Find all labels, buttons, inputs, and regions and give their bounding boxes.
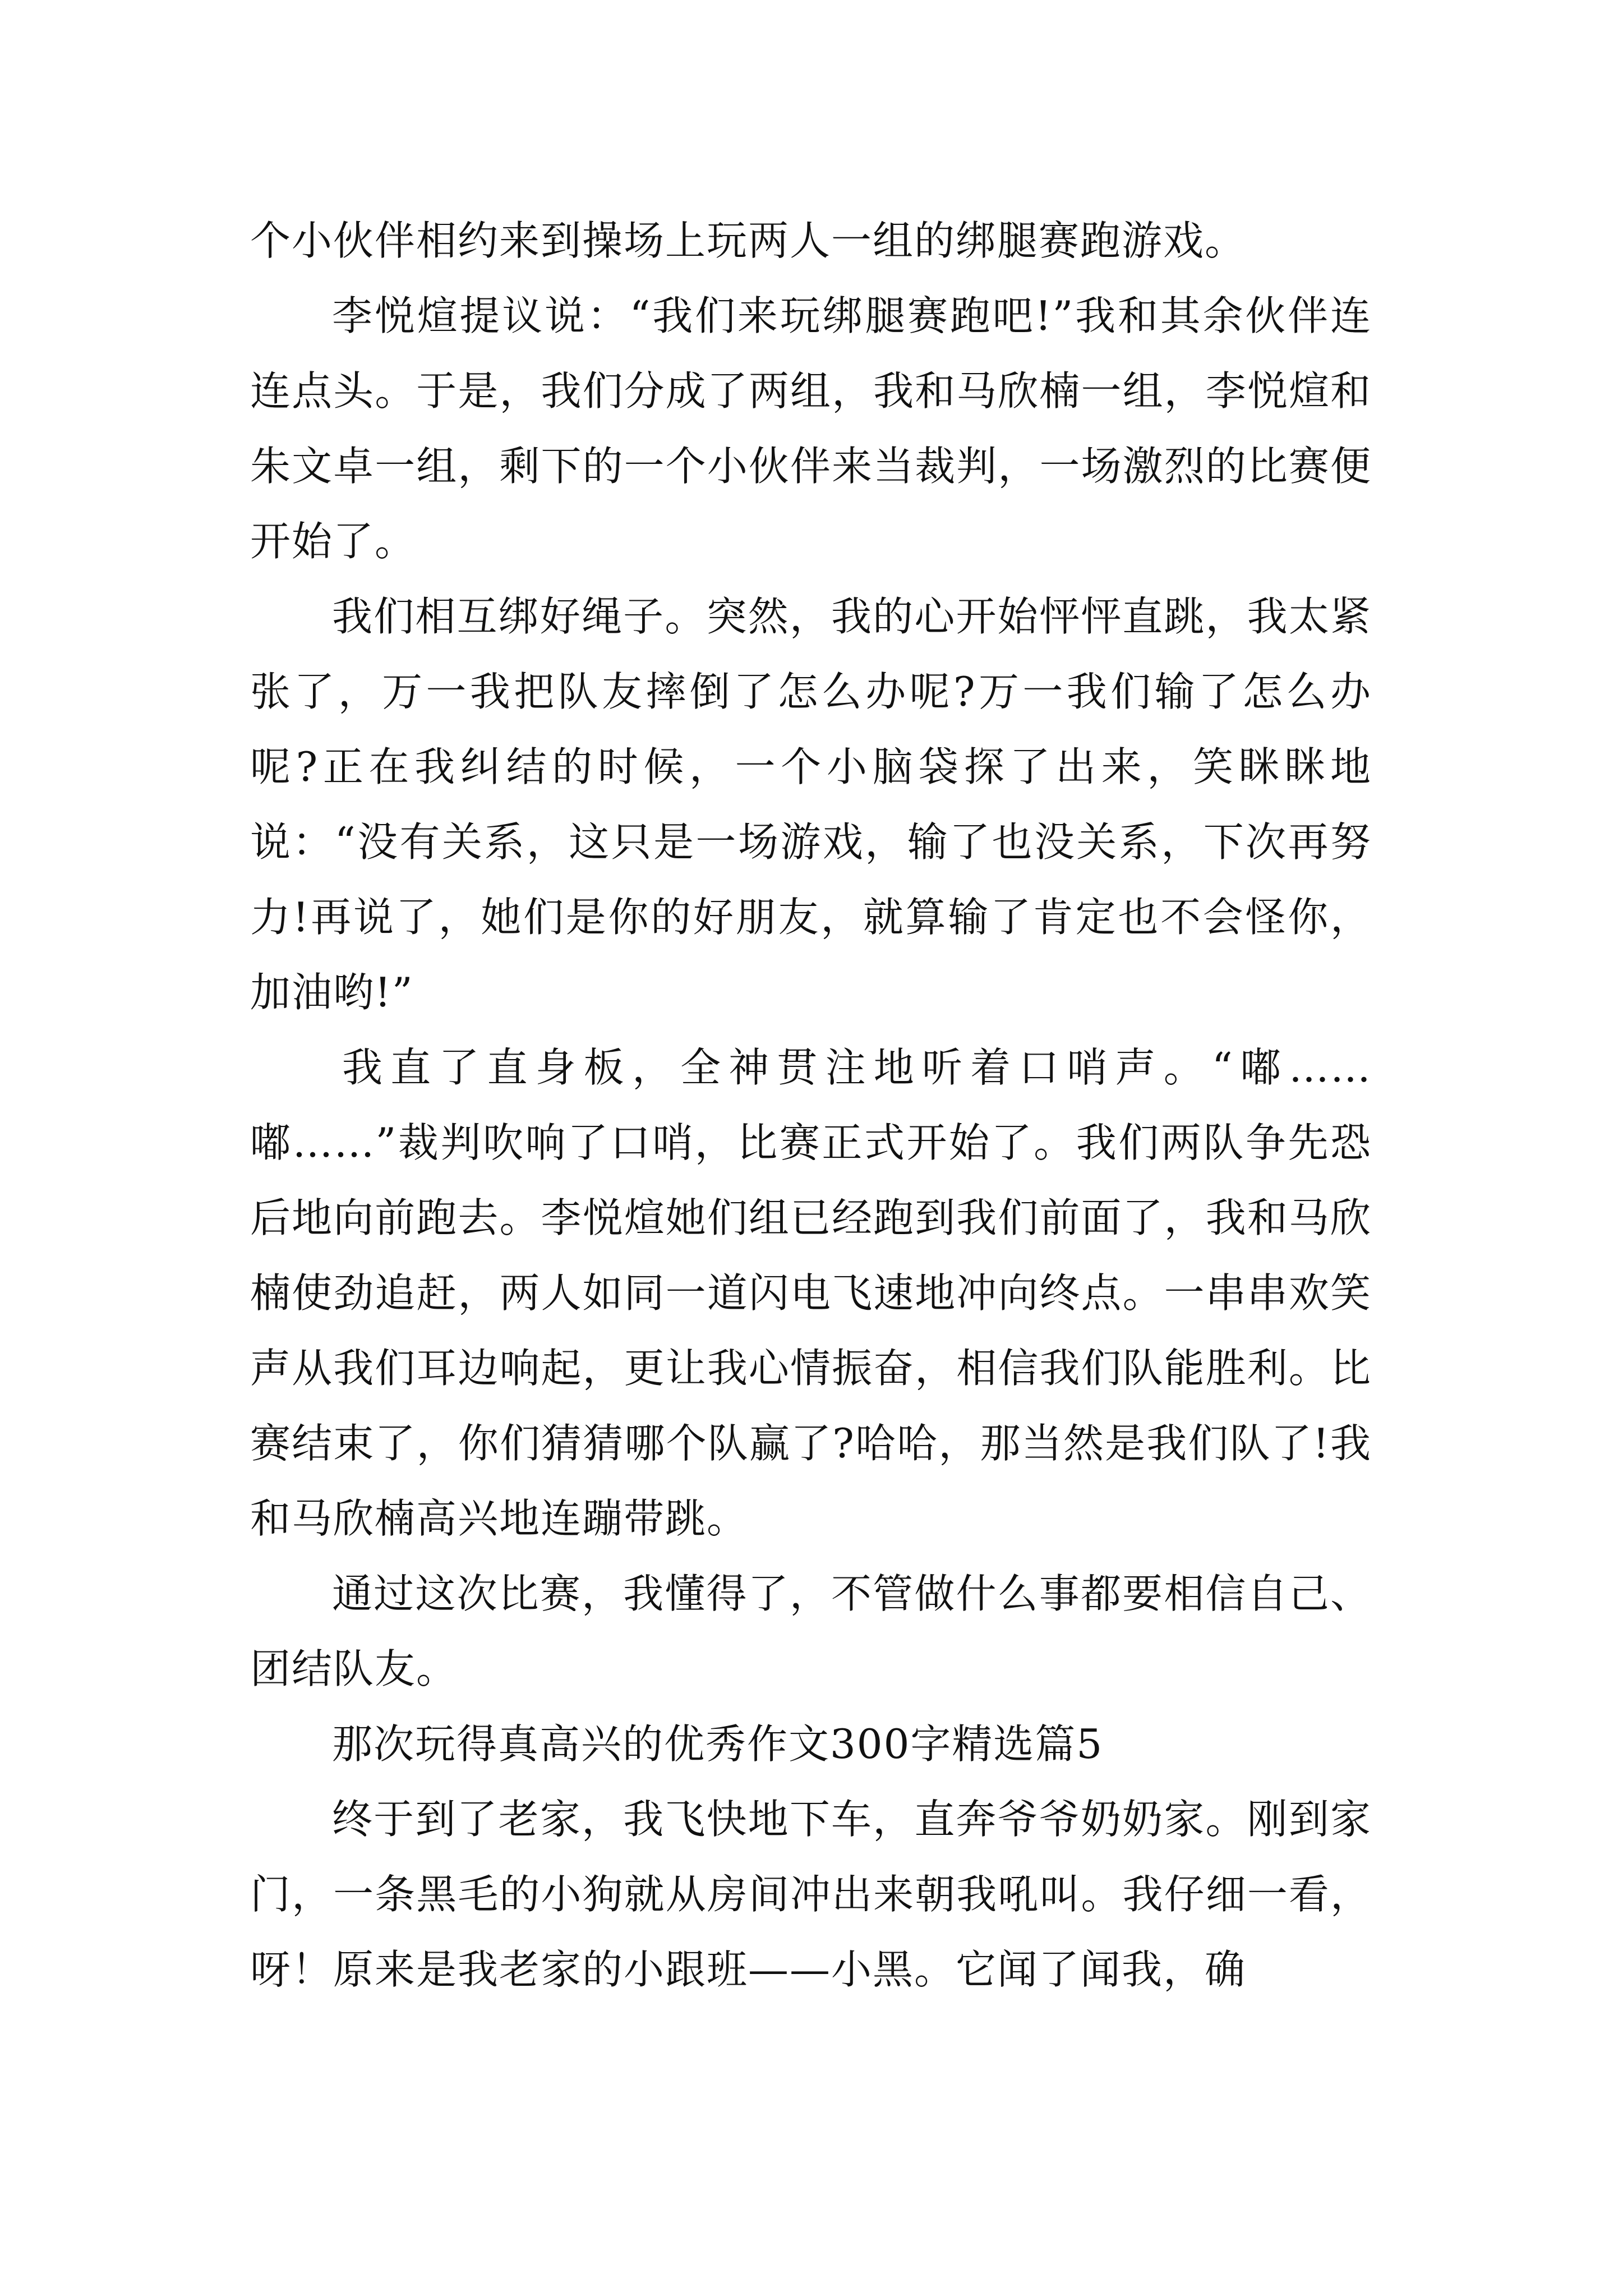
paragraph-hometown: 终于到了老家，我飞快地下车，直奔爷爷奶奶家。刚到家门，一条黑毛的小狗就从房间冲出来朝我吼叫。我仔细一看，呀！原来是我老家的小跟班——小黑。它闻了闻我，确: [250, 1796, 1372, 1993]
paragraph-race: 我直了直身板，全神贯注地听着口哨声。“嘟……嘟……”裁判吹响了口哨，比赛正式开始了。我们两队争先恐后地向前跑去。李悦煊她们组已经跑到我们前面了，我和马欣楠使劲追赶，两人如同一道闪电飞速地冲向终点。一串串欢笑声从我们耳边响起，更让我心情振奋，相信我们队能胜利。比赛结束了，你们猜猜哪个队赢了?哈哈，那当然是我们队了!我和马欣楠高兴地连蹦带跳。: [250, 1044, 1372, 1542]
paragraph-lesson: 通过这次比赛，我懂得了，不管做什么事都要相信自己、团结队友。: [250, 1570, 1372, 1692]
paragraph-nervous: 我们相互绑好绳子。突然，我的心开始怦怦直跳，我太紧张了，万一我把队友摔倒了怎么办呢?万一我们输了怎么办呢?正在我纠结的时候，一个小脑袋探了出来，笑眯眯地说：“没有关系，这只是一场游戏，输了也没关系，下次再努力!再说了，她们是你的好朋友，就算输了肯定也不会怪你，加油哟!”: [250, 593, 1372, 1016]
document-body: [250, 203, 1372, 2007]
paragraph-continuation: 个小伙伴相约来到操场上玩两人一组的绑腿赛跑游戏。: [250, 217, 1247, 264]
paragraph-proposal: 李悦煊提议说：“我们来玩绑腿赛跑吧!”我和其余伙伴连连点头。于是，我们分成了两组，我和马欣楠一组，李悦煊和朱文卓一组，剩下的一个小伙伴来当裁判，一场激烈的比赛便开始了。: [250, 292, 1372, 565]
essay-heading: 那次玩得真高兴的优秀作文300字精选篇5: [332, 1720, 1104, 1768]
